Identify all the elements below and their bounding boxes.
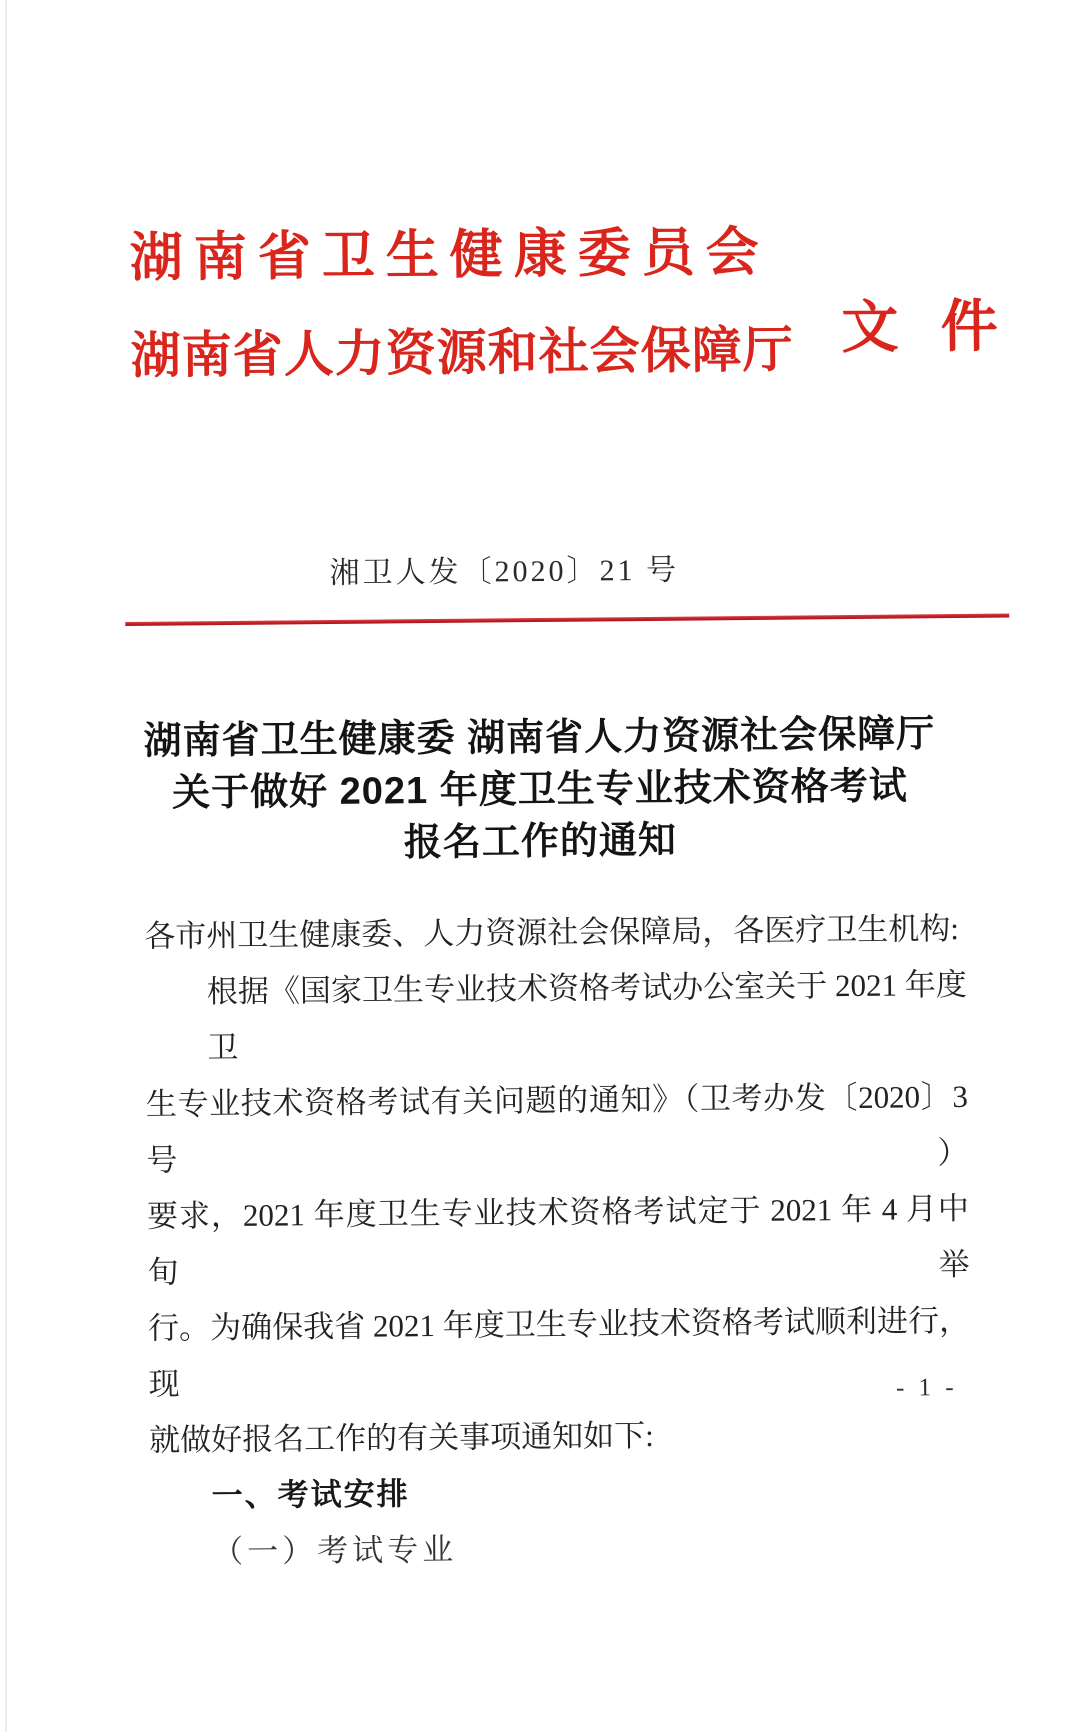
subsection-heading-exam-majors: （一）考试专业 [212, 1531, 458, 1570]
red-letterhead [129, 210, 794, 396]
document-type-label: 文 件 [841, 295, 1013, 361]
document-number: 湘卫人发〔2020〕21 号 [329, 553, 680, 591]
paragraph-line: 就做好报名工作的有关事项通知如下: [148, 1417, 654, 1458]
document-body [144, 901, 972, 1581]
paragraph-line: 根据《国家卫生专业技术资格考试办公室关于 2021 年度卫 [206, 966, 967, 1066]
paragraph-line: 生专业技术资格考试有关问题的通知》（卫考办发〔2020〕3 号） [145, 1078, 969, 1178]
agency-name-line2: 湖南省人力资源和社会保障厅 [130, 321, 794, 384]
agency-name-line1: 湖南省卫生健康委员会 [129, 223, 771, 288]
section-heading-exam-arrangement: 一、考试安排 [211, 1476, 410, 1514]
paragraph-line: 行。为确保我省 2021 年度卫生专业技术资格考试顺利进行，现 [147, 1302, 971, 1402]
page-number: - 1 - [895, 1374, 958, 1402]
title-line-2: 关于做好 2021 年度卫生专业技术资格考试 [171, 765, 908, 815]
red-divider-rule [125, 613, 1009, 625]
salutation-line: 各市州卫生健康委、人力资源社会保障局，各医疗卫生机构: [144, 910, 960, 954]
document-title [0, 707, 1080, 873]
paragraph-line: 要求，2021 年度卫生专业技术资格考试定于 2021 年 4 月中旬举 [146, 1190, 970, 1290]
title-line-3: 报名工作的通知 [403, 819, 678, 865]
title-line-1: 湖南省卫生健康委 湖南省人力资源社会保障厅 [143, 713, 936, 763]
